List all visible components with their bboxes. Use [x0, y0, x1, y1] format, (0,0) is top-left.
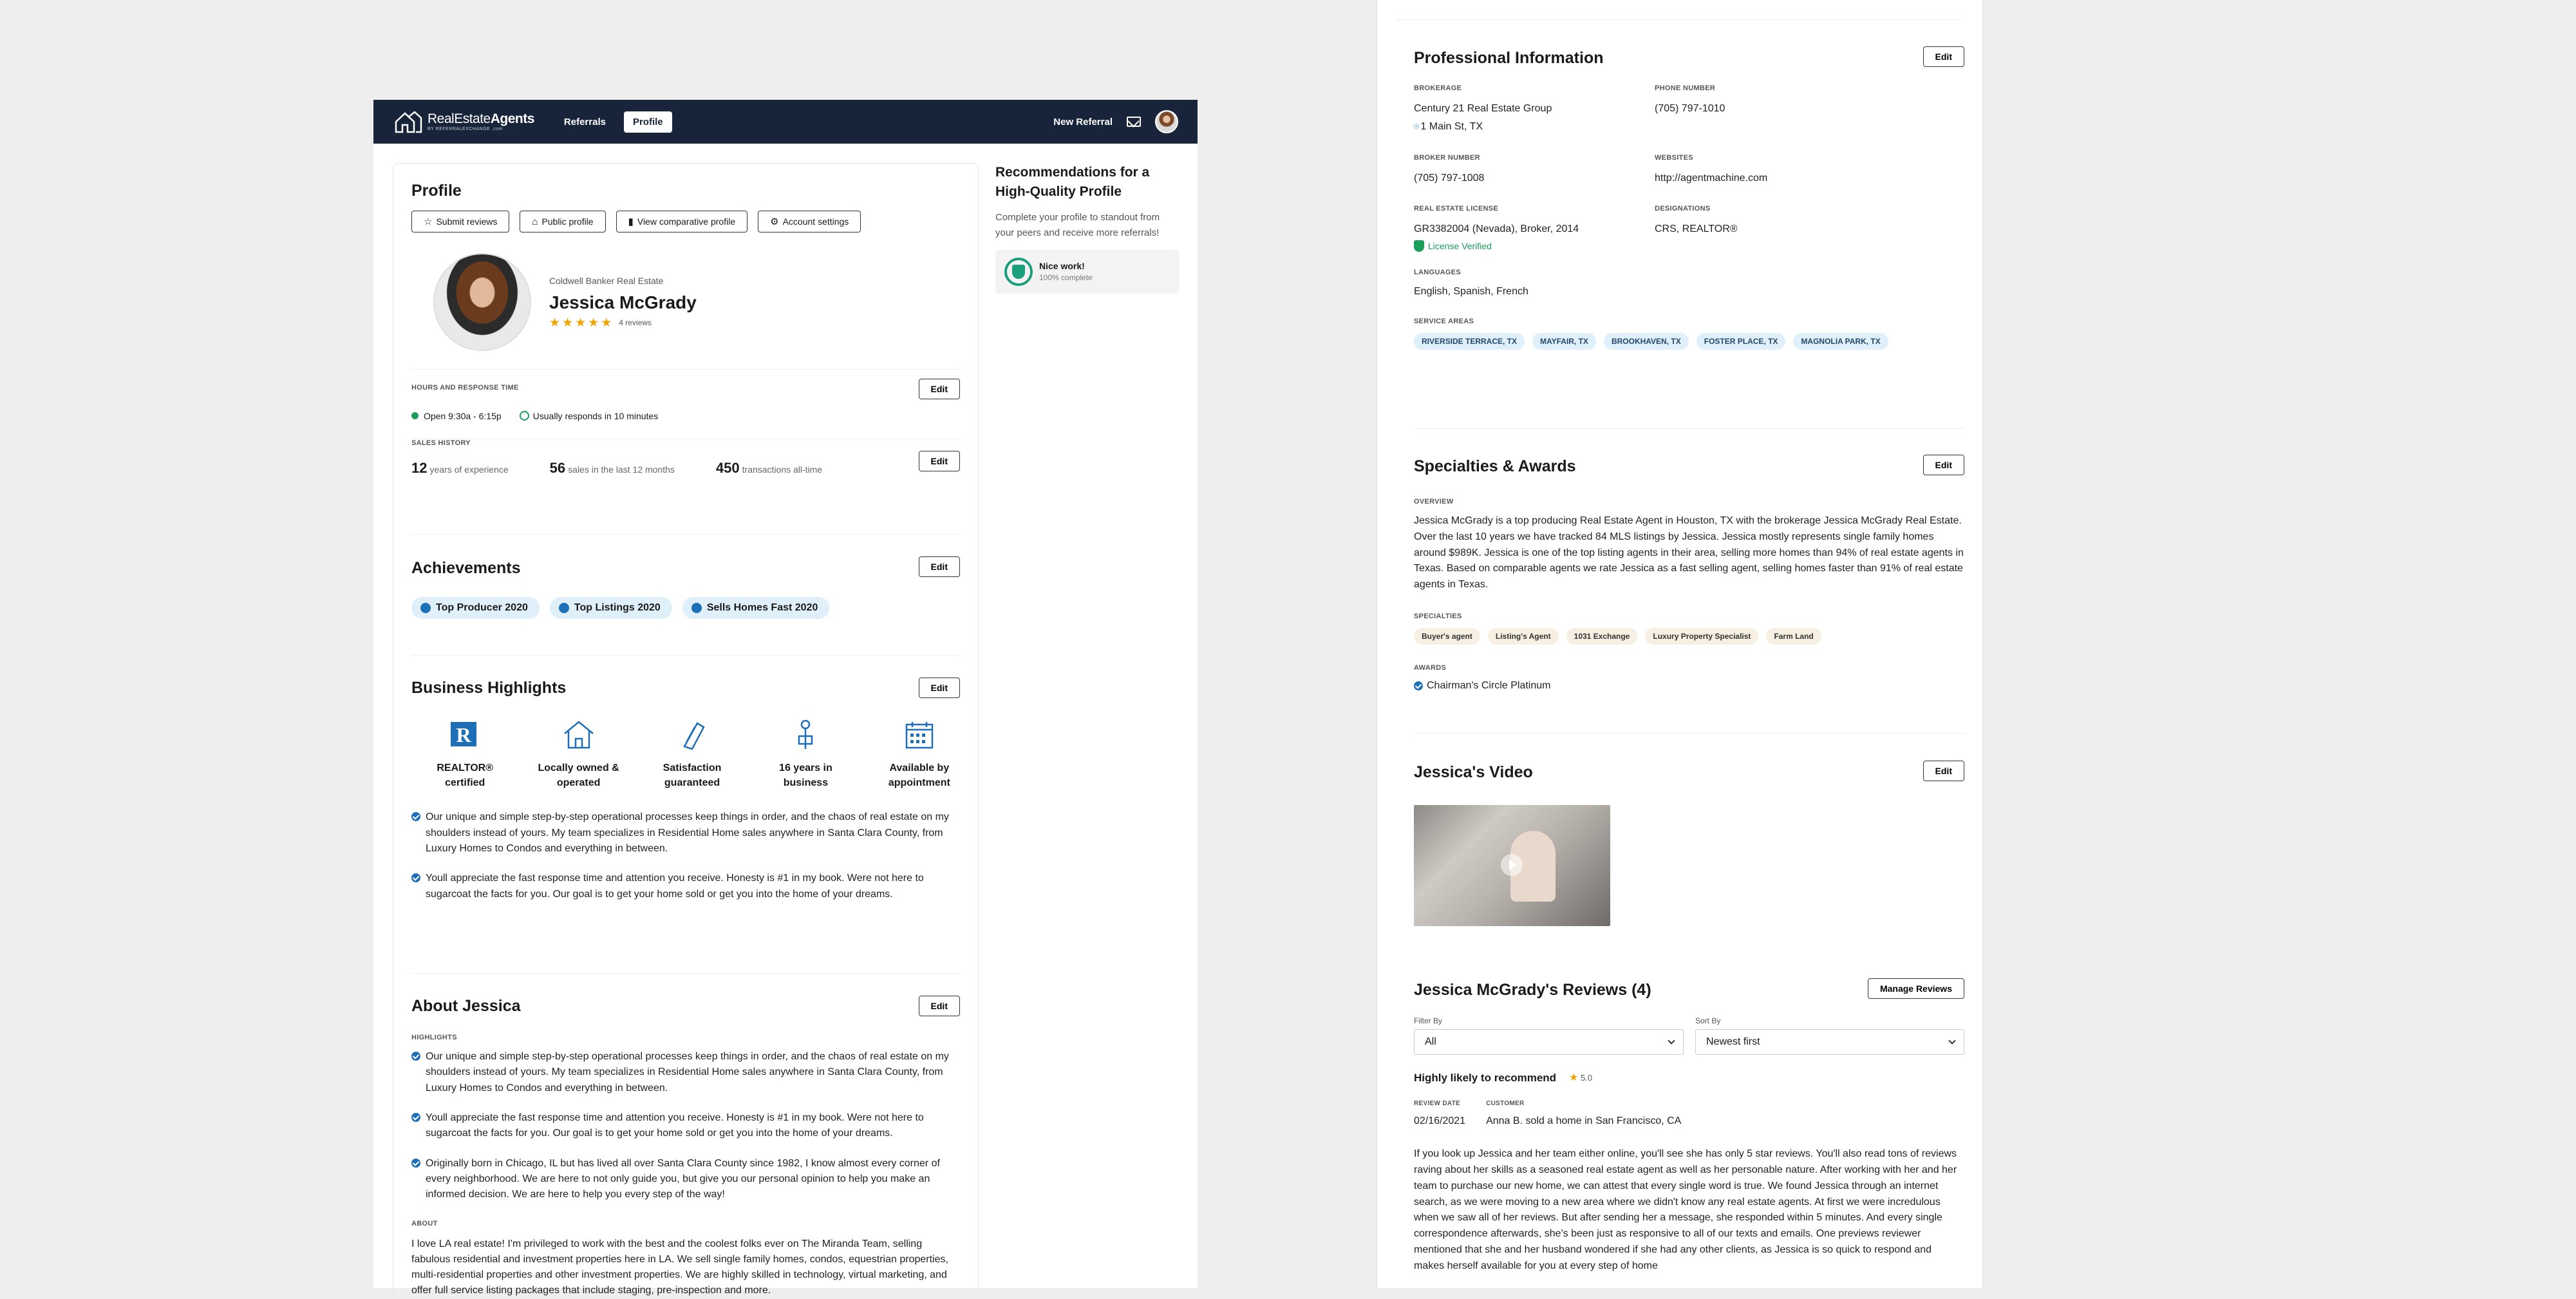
recommendations-title: Recommendations for a High-Quality Profile: [995, 165, 1150, 200]
chevron-down-icon: [1668, 1037, 1675, 1044]
chevron-down-icon: [1948, 1037, 1955, 1044]
edit-professional-button[interactable]: Edit: [1923, 46, 1964, 67]
achievement-badge: [682, 597, 830, 619]
license-verified-text: License Verified: [1428, 241, 1492, 252]
list-item: [411, 871, 960, 902]
award-item: [1414, 677, 1964, 694]
stat-experience-desc: years of experience: [429, 464, 509, 475]
stat-sales: [550, 460, 675, 477]
video-thumbnail[interactable]: [1414, 805, 1610, 926]
gear-icon: ⚙: [770, 216, 779, 227]
sort-select[interactable]: [1695, 1029, 1964, 1055]
highlight-years: [765, 718, 846, 790]
sort-group: [1695, 1016, 1964, 1055]
broker-number-value: (705) 797-1008: [1414, 173, 1485, 184]
achievement-label: Top Producer 2020: [436, 602, 528, 613]
rating-stars: [549, 317, 697, 329]
brokerage-value: [1414, 100, 1655, 136]
highlight-line1: Locally owned &: [538, 763, 619, 773]
designations-field: [1655, 205, 1964, 252]
review-score-value: 5.0: [1581, 1073, 1593, 1083]
new-referral-link[interactable]: New Referral: [1053, 116, 1113, 128]
logo-text-light: RealEstate: [428, 111, 491, 126]
completion-card: [995, 250, 1180, 294]
highlight-line2: appointment: [888, 777, 950, 789]
submit-reviews-label: Submit reviews: [436, 216, 498, 227]
shield-check-icon: [1414, 240, 1424, 252]
brokerage-label: BROKERAGE: [1414, 84, 1462, 92]
languages-label: LANGUAGES: [1414, 269, 1461, 277]
highlight-line2: operated: [556, 777, 601, 789]
list-item: [411, 1156, 960, 1203]
service-area-tag: MAGNOLIA PARK, TX: [1793, 333, 1888, 350]
star-icon: ★: [562, 316, 574, 330]
phone-field: [1655, 84, 1964, 136]
highlight-line2: certified: [445, 777, 485, 789]
brokerage-field: [1414, 84, 1655, 136]
shield-check-icon: [1012, 265, 1025, 279]
completion-title: Nice work!: [1039, 261, 1085, 272]
review-customer-value: Anna B. sold a home in San Francisco, CA: [1486, 1115, 1682, 1126]
bullet-text: Youll appreciate the fast response time and attention you receive. Honesty is #1 in my book. Were not here to sugarcoat the facts for you. Our goal is to get your home sold or get you into the home of your dreams.: [426, 1112, 924, 1139]
business-highlights-section: [411, 656, 960, 974]
highlight-line1: 16 years in: [779, 763, 832, 773]
professional-title: Professional Information: [1414, 49, 1604, 67]
filter-select[interactable]: [1414, 1029, 1684, 1055]
website-link[interactable]: http://agentmachine.com: [1655, 173, 1768, 184]
list-item: [411, 1049, 960, 1096]
view-comparative-profile-button[interactable]: [616, 211, 748, 232]
agent-photo: [435, 254, 530, 350]
check-icon: [411, 812, 420, 821]
achievement-badge: [411, 597, 540, 619]
check-icon: [411, 1113, 420, 1122]
service-area-tag: RIVERSIDE TERRACE, TX: [1414, 333, 1525, 350]
bullet-text: Originally born in Chicago, IL but has lived all over Santa Clara County since 1982, I know almost every corner of every neighborhood. We are here to not only guide you, but give you our personal opinion to help you make an informed decision. We are here to help you every step of the way!: [426, 1157, 940, 1200]
overview-text: Jessica McGrady is a top producing Real Estate Agent in Houston, TX with the brokerage Jessica McGrady Real Estate. Over the last 10 years we have tracked 84 MLS listings by Jessica. Jessica mostly represents single family homes around $989K. Jessica is one of the top listing agents in their area, selling more homes than 94% of real estate agents in Texas. Based on comparable agents we rate Jessica as a fast selling agent, selling homes faster than 91% of real estate agents in Texas.: [1414, 515, 1964, 591]
about-text: I love LA real estate! I'm privileged to work with the best and the coolest folks ever on The Miranda Team, selling fabulous residential and investment properties here in LA. We sell single family homes, condos, equestrian properties, multi-residential properties and other investment properties. We are highly skilled in technology, virtual marketing, and offer full service listing packages that include staging, pre-inspection and more.: [411, 1238, 948, 1296]
languages-value: English, Spanish, French: [1414, 286, 1528, 298]
video-title: Jessica's Video: [1414, 763, 1533, 781]
star-icon: ★: [575, 316, 587, 330]
page-title: Profile: [411, 182, 462, 200]
divider: [1396, 19, 1963, 20]
svg-text:R: R: [456, 723, 471, 746]
play-icon[interactable]: [1501, 854, 1523, 876]
bullet-text: Youll appreciate the fast response time and attention you receive. Honesty is #1 in my book. Were not here to sugarcoat the facts for you. Our goal is to get your home sold or get you into the home of your dreams.: [426, 873, 924, 900]
stat-experience: [411, 460, 509, 477]
check-icon: [411, 1159, 420, 1168]
app-window: [373, 100, 1198, 1296]
license-field: [1414, 205, 1655, 252]
specialties-section: [1414, 457, 1964, 694]
award-text: Chairman's Circle Platinum: [1427, 679, 1551, 691]
open-hours-text: Open 9:30a - 6:15p: [424, 411, 502, 421]
logo[interactable]: [394, 109, 534, 134]
review-customer: [1486, 1100, 1681, 1130]
awards-label: AWARDS: [1414, 663, 1447, 672]
profile-actions: [411, 211, 960, 232]
agent-name: Jessica McGrady: [549, 292, 697, 312]
phone-value: (705) 797-1010: [1655, 103, 1725, 114]
star-icon: ★: [549, 316, 561, 330]
check-icon: [411, 1052, 420, 1061]
logo-house-icon: [394, 109, 422, 134]
public-profile-button[interactable]: [520, 211, 605, 232]
brokerage-name: Century 21 Real Estate Group: [1414, 103, 1552, 114]
reviews-count: 4 reviews: [619, 318, 652, 327]
professional-info-section: [1414, 49, 1964, 350]
manage-reviews-button[interactable]: Manage Reviews: [1868, 978, 1964, 999]
edit-achievements-button[interactable]: Edit: [919, 556, 960, 577]
agent-card: [411, 232, 960, 370]
reviews-title: Jessica McGrady's Reviews (4): [1414, 981, 1651, 999]
highlight-line2: guaranteed: [664, 777, 720, 789]
profile-content: [393, 163, 979, 1296]
service-area-tag: FOSTER PLACE, TX: [1697, 333, 1786, 350]
bullet-text: Our unique and simple step-by-step operational processes keep things in order, and the chaos of real estate on my shoulders instead of yours. My team specializes in Residential Home sales anywhere in Santa Clara County, from Luxury Homes to Condos and everything in between.: [426, 1051, 949, 1094]
view-comparative-profile-label: View comparative profile: [637, 216, 736, 227]
websites-field: [1655, 154, 1964, 187]
achievement-label: Sells Homes Fast 2020: [706, 602, 818, 613]
profile-detail-panel: [1377, 0, 1983, 1288]
list-item: [411, 810, 960, 857]
sales-section: [411, 439, 960, 535]
stat-experience-num: 12: [411, 460, 428, 476]
stat-sales-desc: sales in the last 12 months: [568, 464, 675, 475]
filter-value: All: [1425, 1036, 1436, 1047]
response-time-text: Usually responds in 10 minutes: [532, 411, 659, 421]
highlight-line1: REALTOR®: [437, 763, 494, 773]
specialty-tag: Farm Land: [1766, 628, 1821, 645]
review-headline: Highly likely to recommend: [1414, 1072, 1557, 1084]
review-score: [1569, 1073, 1592, 1083]
highlight-realtor: [424, 718, 505, 790]
star-icon: ★: [588, 316, 599, 330]
license-value: GR3382004 (Nevada), Broker, 2014: [1414, 223, 1579, 235]
edit-video-button[interactable]: Edit: [1923, 761, 1964, 781]
stat-transactions-desc: transactions all-time: [742, 464, 823, 475]
divider: [1414, 428, 1964, 429]
check-icon: [411, 873, 420, 882]
highlight-appointment: [879, 718, 960, 790]
business-highlights-title: Business Highlights: [411, 679, 567, 697]
phone-label: PHONE NUMBER: [1655, 84, 1716, 92]
thumb-up-icon: [675, 718, 709, 752]
achievements-section: [411, 535, 960, 656]
nav-referrals[interactable]: Referrals: [563, 116, 606, 128]
star-icon: ★: [601, 316, 612, 330]
home-icon: ⌂: [532, 216, 538, 227]
about-title: About Jessica: [411, 997, 521, 1015]
bars-icon: ▮: [628, 216, 634, 227]
designations-value: CRS, REALTOR®: [1655, 223, 1738, 235]
highlight-local: [538, 718, 619, 790]
logo-text-bold: Agents: [490, 111, 534, 126]
license-verified-badge: [1414, 240, 1655, 252]
specialties-tags: [1414, 628, 1964, 645]
mail-icon[interactable]: [1127, 117, 1141, 127]
highlight-line2: business: [783, 777, 829, 789]
broker-number-field: [1414, 154, 1655, 187]
response-time: [520, 411, 659, 421]
review-date-label: REVIEW DATE: [1414, 1100, 1461, 1107]
specialty-tag: Luxury Property Specialist: [1645, 628, 1758, 645]
top-nav: [373, 100, 1198, 144]
map-pin-icon: ⌾: [1414, 121, 1420, 131]
submit-reviews-button[interactable]: [411, 211, 509, 232]
specialty-tag: Buyer's agent: [1414, 628, 1480, 645]
edit-hours-button[interactable]: Edit: [919, 379, 960, 399]
account-settings-label: Account settings: [782, 216, 849, 227]
account-settings-button[interactable]: [758, 211, 861, 232]
filter-label: Filter By: [1414, 1016, 1443, 1025]
house-icon: [562, 718, 596, 752]
highlight-satisfaction: [652, 718, 733, 790]
star-outline-icon: ☆: [424, 216, 433, 227]
service-areas: [1414, 333, 1964, 350]
video-section: [1414, 763, 1964, 926]
logo-subtitle: BY REFERRALEXCHANGE: [428, 127, 491, 131]
medal-icon: [559, 603, 569, 613]
nav-profile[interactable]: Profile: [624, 111, 672, 133]
progress-ring: [1004, 258, 1033, 286]
open-hours: [411, 411, 502, 421]
review-customer-label: CUSTOMER: [1486, 1100, 1525, 1107]
about-section: [411, 974, 960, 1299]
recommendations-desc: Complete your profile to standout from your peers and receive more referrals!: [995, 211, 1160, 238]
edit-sales-button[interactable]: Edit: [919, 451, 960, 471]
review-meta: [1414, 1100, 1964, 1130]
edit-business-button[interactable]: Edit: [919, 678, 960, 698]
review-date: [1414, 1100, 1465, 1130]
logo-com: .com: [491, 127, 503, 131]
status-dot-icon: [411, 412, 418, 419]
specialties-title: Specialties & Awards: [1414, 457, 1576, 475]
license-label: REAL ESTATE LICENSE: [1414, 205, 1498, 213]
shield-icon: [420, 603, 431, 613]
star-icon: ★: [1569, 1072, 1579, 1083]
service-area-tag: MAYFAIR, TX: [1532, 333, 1596, 350]
reviews-section: [1414, 981, 1964, 1275]
review-text: If you look up Jessica and her team either online, you'll see she has only 5 star reviews. You'll also read tons of reviews raving about her skills as a seasoned real estate agent as well as her personable nature. After working with her and her team to purchase our new home, we can attest that every single word is true. We found Jessica through an internet search, as we were moving to a new area where we didn't know any real estate agents. At first we were incredulous when we saw all of her reviews. But after sending her a message, she responded within 5 minutes. And every single correspondence afterwards, she's been just as responsive to all of our texts and emails. One previews reviewer mentioned that she and her husband wondered if she had any other clients, as Jessica is so quick to respond and makes herself available for you at every step of home: [1414, 1148, 1957, 1271]
clock-icon: [520, 411, 529, 421]
specialty-tag: 1031 Exchange: [1566, 628, 1638, 645]
brokerage-address: 1 Main St, TX: [1420, 121, 1483, 132]
highlights-label: HIGHLIGHTS: [411, 1034, 457, 1041]
websites-label: WEBSITES: [1655, 154, 1693, 162]
bullet-text: Our unique and simple step-by-step operational processes keep things in order, and the chaos of real estate on my shoulders instead of yours. My team specializes in Residential Home sales anywhere in Santa Clara County, from Luxury Homes to Condos and everything in between.: [426, 811, 949, 854]
avatar[interactable]: [1155, 110, 1178, 133]
trophy-icon: [691, 603, 702, 613]
about-label: ABOUT: [411, 1219, 438, 1228]
realtor-r-icon: [448, 718, 482, 752]
sign-icon: [789, 718, 822, 752]
achievement-badge: [550, 597, 672, 619]
specialties-label: SPECIALTIES: [1414, 612, 1462, 620]
check-icon: [1414, 681, 1423, 690]
review-header: [1414, 1072, 1964, 1085]
review-filters: [1414, 1016, 1964, 1055]
service-areas-label: SERVICE AREAS: [1414, 317, 1474, 325]
specialty-tag: Listing's Agent: [1488, 628, 1559, 645]
edit-specialties-button[interactable]: Edit: [1923, 455, 1964, 475]
recommendations-panel: [995, 163, 1180, 294]
filter-group: [1414, 1016, 1684, 1055]
sort-label: Sort By: [1695, 1016, 1721, 1025]
stat-transactions-num: 450: [715, 460, 740, 476]
calendar-icon: [903, 718, 936, 752]
agent-company: Coldwell Banker Real Estate: [549, 275, 664, 286]
achievements-title: Achievements: [411, 559, 521, 577]
public-profile-label: Public profile: [541, 216, 594, 227]
stat-transactions: [716, 460, 822, 477]
highlight-line1: Satisfaction: [663, 763, 722, 773]
overview-label: OVERVIEW: [1414, 498, 1454, 506]
service-area-tag: BROOKHAVEN, TX: [1604, 333, 1689, 350]
divider: [1414, 733, 1964, 734]
hours-label: HOURS AND RESPONSE TIME: [411, 384, 519, 392]
review-date-value: 02/16/2021: [1414, 1115, 1466, 1126]
list-item: [411, 1110, 960, 1142]
stat-sales-num: 56: [549, 460, 566, 476]
hours-section: [411, 370, 960, 439]
sales-label: SALES HISTORY: [411, 439, 471, 447]
sort-value: Newest first: [1706, 1036, 1760, 1047]
edit-about-button[interactable]: Edit: [919, 996, 960, 1016]
designations-label: DESIGNATIONS: [1655, 205, 1711, 213]
highlight-line1: Available by: [889, 763, 950, 773]
broker-number-label: BROKER NUMBER: [1414, 154, 1480, 162]
completion-percent: 100% complete: [1039, 273, 1093, 283]
achievement-label: Top Listings 2020: [574, 602, 661, 613]
